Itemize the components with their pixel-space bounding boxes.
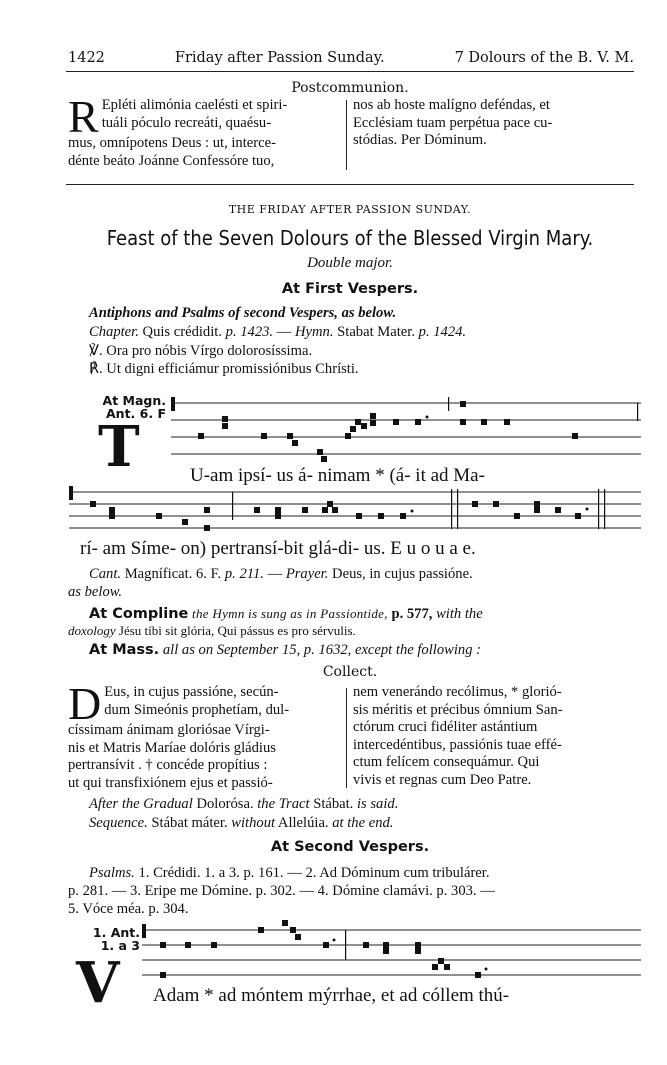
text-line: ctum felícem consequámur. Qui [353,754,540,771]
postcommunion-left-column [68,91,340,170]
canticle-line [89,565,473,583]
versicle-icon: ℣. [89,343,103,359]
header-rule [66,71,634,72]
section-rule [66,184,634,185]
text-line: sis méritis et précibus ómnium San- [353,701,563,718]
text-line: nem venerándo recólimus, * glorió- [353,684,562,700]
hymn-label: Hymn. [294,324,334,340]
chapter-text: Quis crédidit. [142,324,222,340]
psalms-line-3: 5. Vóce méa. p. 304. [68,901,189,917]
prayer-label: Prayer. [285,566,329,582]
gradual-note [89,795,398,813]
text-line: tuáli póculo recreáti, quaésu- [101,114,272,131]
psalms-text: 1. Crédidi. 1. a 3. p. 161. — 2. Ad Dóminum cum tribulárer. [138,865,490,881]
neumes [160,920,488,978]
chant-lyrics-1: U-am ipsí- us á- nimam * (á- it ad Ma- [190,465,485,486]
header-right-title: 7 Dolours of the B. V. M. [454,50,634,66]
collect-drop-cap: D [68,678,102,729]
first-vespers-heading: At First Vespers. [281,281,419,297]
mass-text: all as on September 15, p. 1632, except the following : [162,642,482,658]
response-text: Ut digni efficiámur promissiónibus Chrísti. [106,361,359,377]
chapter-line [89,323,466,341]
running-header [68,50,634,66]
text-line: nos ab hoste malígno deféndas, et [353,97,550,113]
compline-page: p. 577, [391,606,433,622]
text-line: intercedéntibus, passiónis tuae effé- [353,736,562,753]
antiphon-initial: T [98,414,140,480]
sequence-text: Stábat máter. [151,815,228,831]
text-line: dénte beáto Joánne Confessóre tuo, [68,152,275,169]
sequence-label: Sequence. [89,815,148,831]
postcommunion-right-column [353,97,634,150]
text-line: ctórum cruci fidéliter astántium [353,719,538,736]
text-line: pertransívit . † concéde propítius : [68,757,268,774]
mass-line [89,641,481,659]
chapter-label: Chapter. [89,324,139,340]
feast-day: THE FRIDAY AFTER PASSION SUNDAY. [228,203,472,216]
feast-title: Feast of the Seven Dolours of the Blessed Virgin Mary. [106,226,594,250]
psalms-label: Psalms. [89,865,135,881]
versicle-line [89,342,312,360]
doxology-line [68,622,356,640]
chant-staff-1 [165,395,641,465]
as-below: as below. [68,584,123,600]
doxology-text: Jésu tíbi sit glória, Qui pássus es pro sérvulis. [118,623,356,638]
text-line: nis et Matris Maríae dolóris gládius [68,739,276,756]
tract-text: Stábat. [313,796,354,812]
text-line: císsimam ánimam gloriósae Vírgi- [68,722,270,738]
text-line: vivis et regnas cum Deo Patre. [353,771,532,788]
tract-label: the Tract [257,796,310,812]
mass-label: At Mass. [89,642,160,658]
at-end: at the end. [332,815,394,831]
versicle-text: Ora pro nóbis Vírgo dolorosíssima. [106,343,313,359]
cant-page: p. 211. [224,566,264,582]
second-vespers-heading: At Second Vespers. [270,839,430,855]
neumes [198,397,638,462]
postcommunion-title: Postcommunion. [291,80,409,96]
response-icon: ℟. [89,361,103,377]
with-the: with the [436,606,483,622]
column-divider [346,100,347,170]
text-line: mus, omnípotens Deus : ut, interce- [68,135,276,151]
dash: — [276,324,292,340]
neumes [90,489,605,531]
gradual-label: After the Gradual [89,796,193,812]
text-line: Eus, in cujus passióne, secún- [104,684,279,700]
without: without [231,815,276,831]
gradual-text: Dolorósa. [196,796,254,812]
cant-label: Cant. [89,566,122,582]
collect-right-column [353,684,634,790]
collect-title: Collect. [322,664,378,680]
antiphons-note [89,304,396,322]
antiphon-label-line: Ant. 6. F [106,406,166,421]
collect-left-column [68,678,340,792]
hymn-page: p. 1424. [418,324,467,340]
cant-text: Magníficat. 6. F. [124,566,222,582]
alleluia: Allelúia. [277,815,329,831]
postcommunion-drop-cap: R [68,91,99,142]
antiphon-label-line: At Magn. [102,393,166,408]
antiphon-label-line: 1. Ant. [92,925,140,940]
chant-staff-3 [138,920,641,980]
page-number: 1422 [68,50,105,66]
response-line [89,360,359,378]
psalms-line-2: p. 281. — 3. Eripe me Dómine. p. 302. — 4. Dómine clamávi. p. 303. — [68,883,495,899]
text-line: Ecclésiam tuam perpétua pace cu- [353,114,553,131]
chant-lyrics-3: Adam * ad móntem mýrrhae, et ad cóllem thú- [153,985,510,1006]
dash: — [267,566,283,582]
do-clef-icon [142,924,146,938]
is-said: is said. [357,796,399,812]
sequence-note [89,814,393,832]
feast-rank: Double major. [307,255,393,271]
antiphon-initial: V [76,950,120,1016]
chapter-page: p. 1423. [225,324,274,340]
chant-staff-2 [65,486,641,536]
header-left-title: Friday after Passion Sunday. [174,50,385,66]
chant-lyrics-2: rí- am Síme- on) pertransí-bit glá-di- us. E u o u a e. [80,538,476,559]
compline-label: At Compline [89,606,189,622]
column-divider [346,688,347,788]
text-line: Epléti alimónia caelésti et spiri- [101,97,288,113]
text-line: ut qui transfixiónem ejus et passió- [68,774,273,791]
first-antiphon-label [60,926,140,952]
doxology-label: doxology [68,623,116,638]
do-clef-icon [69,486,73,500]
compline-line [89,605,483,623]
text-line: dum Simeónis prophetíam, dul- [104,701,290,718]
psalms-line-1 [89,864,490,882]
prayer-text: Deus, in cujus passióne. [332,566,473,582]
do-clef-icon [171,397,175,411]
text-line: stódias. Per Dóminum. [353,132,487,149]
compline-text: the Hymn is sung as in Passiontide, [192,606,388,621]
antiphons-note-text: Antiphons and Psalms of second Vespers, as below. [89,305,397,321]
hymn-text: Stabat Mater. [337,324,415,340]
antiphon-label-line: 1. a 3 [100,938,140,953]
